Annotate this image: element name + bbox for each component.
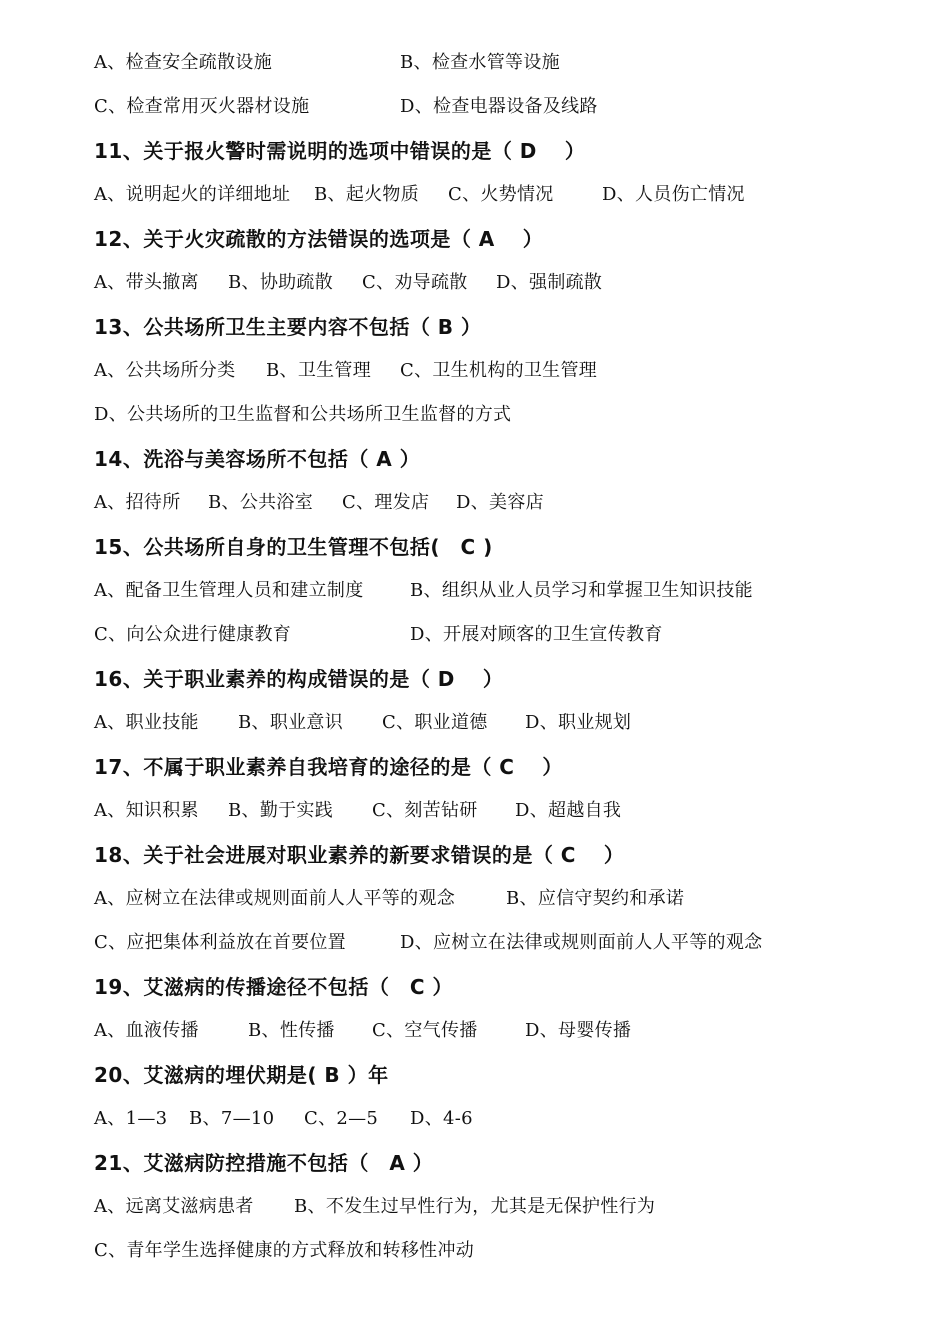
question-title: 21、艾滋病防控措施不包括（ A ） <box>94 1151 434 1175</box>
answer-option: D、强制疏散 <box>496 272 603 293</box>
question-title: 17、不属于职业素养自我培育的途径的是（ C ） <box>94 755 563 779</box>
answer-option: B、不发生过早性行为，尤其是无保护性行为 <box>294 1196 656 1217</box>
answer-option: D、公共场所的卫生监督和公共场所卫生监督的方式 <box>94 404 512 425</box>
answer-option: A、应树立在法律或规则面前人人平等的观念 <box>94 888 455 909</box>
question-title: 12、关于火灾疏散的方法错误的选项是（ A ） <box>94 227 544 251</box>
answer-option: C、劝导疏散 <box>362 272 468 293</box>
question-title: 15、公共场所自身的卫生管理不包括( C ) <box>94 535 493 559</box>
answer-option: A、公共场所分类 <box>94 360 236 381</box>
answer-option: B、性传播 <box>248 1020 335 1041</box>
answer-option: A、配备卫生管理人员和建立制度 <box>94 580 364 601</box>
answer-option: C、卫生机构的卫生管理 <box>400 360 598 381</box>
answer-option: B、公共浴室 <box>208 492 314 513</box>
question-title: 18、关于社会进展对职业素养的新要求错误的是（ C ） <box>94 843 625 867</box>
answer-option: C、刻苦钻研 <box>372 800 478 821</box>
answer-option: C、应把集体利益放在首要位置 <box>94 932 346 953</box>
answer-option: C、2—5 <box>304 1108 379 1129</box>
answer-option: D、人员伤亡情况 <box>602 184 745 205</box>
question-title: 20、艾滋病的埋伏期是( B ）年 <box>94 1063 389 1087</box>
answer-option: B、勤于实践 <box>228 800 334 821</box>
answer-option: B、应信守契约和承诺 <box>506 888 685 909</box>
answer-option: D、职业规划 <box>525 712 632 733</box>
answer-option: B、卫生管理 <box>266 360 372 381</box>
answer-option: D、应树立在法律或规则面前人人平等的观念 <box>400 932 763 953</box>
answer-option: D、美容店 <box>456 492 544 513</box>
answer-option: A、带头撤离 <box>94 272 199 293</box>
question-title: 13、公共场所卫生主要内容不包括（ B ） <box>94 315 482 339</box>
answer-option: A、招待所 <box>94 492 181 513</box>
answer-option: A、远离艾滋病患者 <box>94 1196 254 1217</box>
answer-option: A、职业技能 <box>94 712 199 733</box>
answer-option: B、职业意识 <box>238 712 344 733</box>
answer-option: C、理发店 <box>342 492 430 513</box>
answer-option: B、7—10 <box>189 1108 275 1129</box>
answer-option: D、4-6 <box>410 1108 473 1129</box>
answer-option: D、超越自我 <box>515 800 622 821</box>
answer-option: A、血液传播 <box>94 1020 199 1041</box>
answer-option: C、检查常用灭火器材设施 <box>94 96 310 117</box>
answer-option: C、青年学生选择健康的方式释放和转移性冲动 <box>94 1240 475 1261</box>
answer-option: B、组织从业人员学习和掌握卫生知识技能 <box>410 580 753 601</box>
answer-option: B、起火物质 <box>314 184 420 205</box>
answer-option: C、职业道德 <box>382 712 488 733</box>
question-title: 11、关于报火警时需说明的选项中错误的是（ D ） <box>94 139 586 163</box>
answer-option: A、1—3 <box>94 1108 168 1129</box>
answer-option: D、检查电器设备及线路 <box>400 96 598 117</box>
answer-option: B、协助疏散 <box>228 272 334 293</box>
answer-option: D、开展对顾客的卫生宣传教育 <box>410 624 663 645</box>
answer-option: C、空气传播 <box>372 1020 478 1041</box>
answer-option: C、向公众进行健康教育 <box>94 624 292 645</box>
answer-option: A、检查安全疏散设施 <box>94 52 272 73</box>
answer-option: A、知识积累 <box>94 800 199 821</box>
answer-option: A、说明起火的详细地址 <box>94 184 291 205</box>
answer-option: B、检查水管等设施 <box>400 52 560 73</box>
question-title: 19、艾滋病的传播途径不包括（ C ） <box>94 975 453 999</box>
answer-option: C、火势情况 <box>448 184 554 205</box>
question-title: 14、洗浴与美容场所不包括（ A ） <box>94 447 421 471</box>
answer-option: D、母婴传播 <box>525 1020 632 1041</box>
question-title: 16、关于职业素养的构成错误的是（ D ） <box>94 667 504 691</box>
